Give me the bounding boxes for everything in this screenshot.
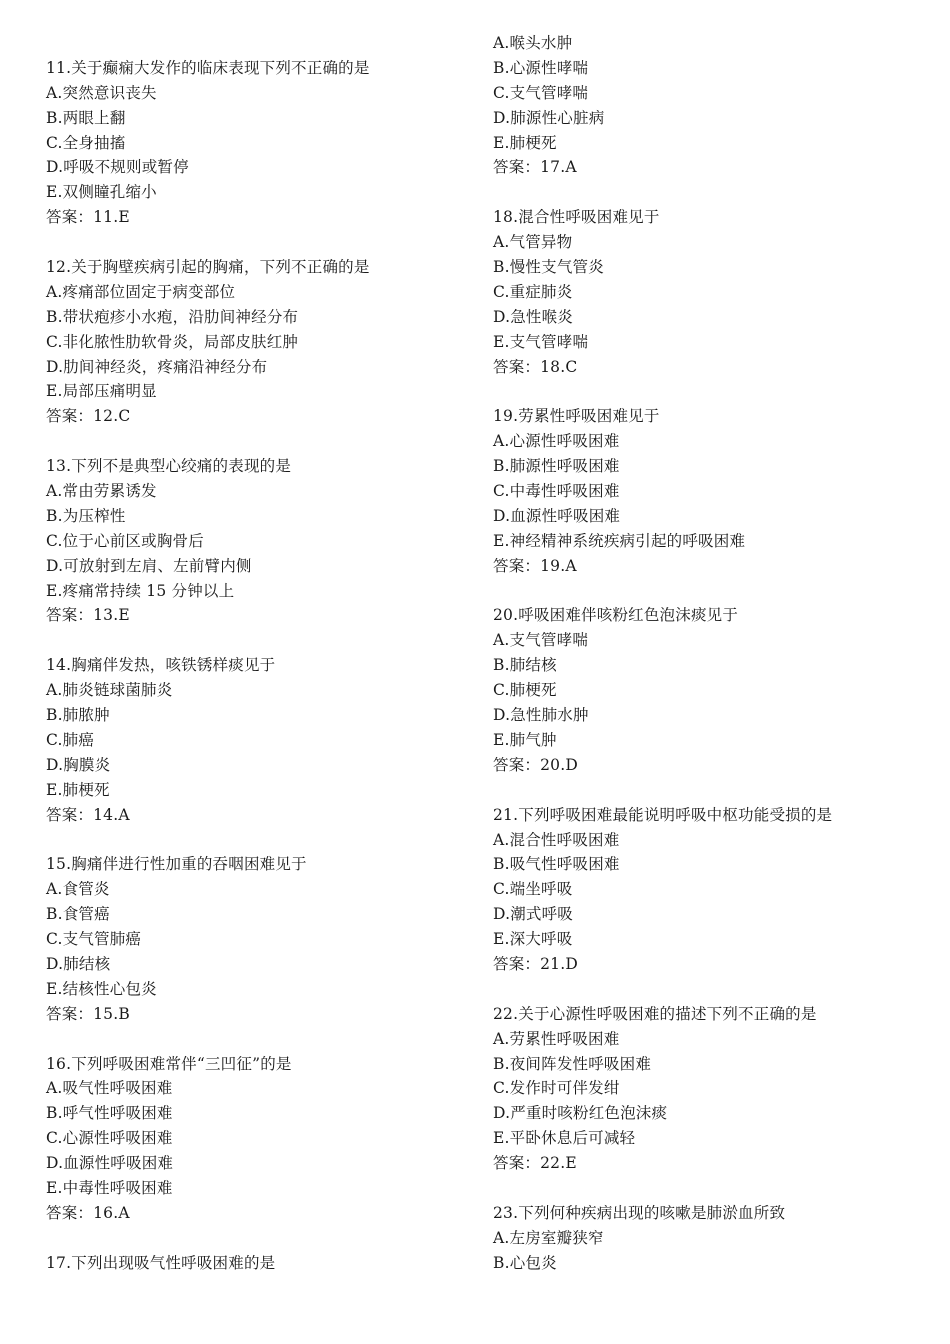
option-text: B.带状疱疹小水疱，沿肋间神经分布	[46, 307, 299, 326]
option-text: A.喉头水肿	[493, 34, 573, 52]
answer-text: 答案：19.A	[493, 556, 577, 575]
answer-text: 答案：16.A	[46, 1203, 130, 1222]
option-text: C.位于心前区或胸骨后	[46, 531, 204, 550]
option-text: D.潮式呼吸	[493, 905, 574, 924]
option-text: D.可放射到左肩、左前臂内侧	[46, 556, 252, 575]
option-text: E.双侧瞳孔缩小	[46, 183, 157, 202]
option-text: E.支气管哮喘	[493, 332, 589, 351]
option-text: E.肺梗死	[46, 780, 110, 799]
left-column	[46, 31, 466, 1276]
spacer	[493, 579, 913, 604]
right-column	[493, 31, 913, 1276]
question-text: 15.胸痛伴进行性加重的吞咽困难见于	[46, 855, 307, 874]
option-text: D.急性喉炎	[493, 307, 574, 326]
option-text: A.混合性呼吸困难	[493, 830, 620, 849]
spacer	[46, 1027, 466, 1052]
option-text: B.食管癌	[46, 905, 110, 924]
option-text: A.突然意识丧失	[46, 83, 157, 102]
option-text: E.肺气肿	[493, 730, 557, 749]
option-text: C.全身抽搐	[46, 133, 126, 152]
spacer	[46, 230, 466, 255]
option-text: D.肋间神经炎，疼痛沿神经分布	[46, 357, 268, 376]
option-text: B.吸气性呼吸困难	[493, 855, 620, 874]
question-text: 22.关于心源性呼吸困难的描述下列不正确的是	[493, 1004, 817, 1023]
option-text: D.严重时咳粉红色泡沫痰	[493, 1104, 668, 1123]
question-text: 19.劳累性呼吸困难见于	[493, 407, 660, 426]
option-text: E.深大呼吸	[493, 930, 573, 949]
option-text: D.急性肺水肿	[493, 706, 589, 725]
option-text: C.中毒性呼吸困难	[493, 482, 620, 501]
option-text: D.血源性呼吸困难	[493, 506, 621, 525]
option-text: B.两眼上翻	[46, 108, 126, 127]
option-text: C.肺梗死	[493, 681, 557, 700]
question-text: 17.下列出现吸气性呼吸困难的是	[46, 1253, 276, 1272]
spacer	[46, 429, 466, 454]
option-text: E.神经精神系统疾病引起的呼吸困难	[493, 531, 746, 550]
option-text: C.非化脓性肋软骨炎，局部皮肤红肿	[46, 332, 299, 351]
answer-text: 答案：11.E	[46, 208, 130, 227]
question-text: 21.下列呼吸困难最能说明呼吸中枢功能受损的是	[493, 805, 833, 824]
option-text: E.疼痛常持续 15 分钟以上	[46, 581, 235, 600]
question-text: 11.关于癫痫大发作的临床表现下列不正确的是	[46, 58, 370, 77]
option-text: A.支气管哮喘	[493, 631, 589, 650]
answer-text: 答案：13.E	[46, 606, 130, 625]
answer-text: 答案：20.D	[493, 755, 578, 774]
option-text: B.肺脓肿	[46, 706, 110, 725]
spacer	[493, 1176, 913, 1201]
option-text: C.支气管哮喘	[493, 83, 589, 102]
option-text: C.发作时可伴发绀	[493, 1079, 620, 1098]
answer-text: 答案：18.C	[493, 357, 578, 376]
option-text: C.支气管肺癌	[46, 930, 142, 949]
answer-text: 答案：12.C	[46, 407, 131, 426]
option-text: D.呼吸不规则或暂停	[46, 158, 189, 177]
answer-text: 答案：14.A	[46, 805, 130, 824]
answer-text: 答案：22.E	[493, 1154, 577, 1173]
option-text: B.肺结核	[493, 656, 557, 675]
option-text: B.夜间阵发性呼吸困难	[493, 1054, 652, 1073]
question-text: 14.胸痛伴发热，咳铁锈样痰见于	[46, 656, 276, 675]
option-text: E.中毒性呼吸困难	[46, 1178, 173, 1197]
question-text: 12.关于胸壁疾病引起的胸痛，下列不正确的是	[46, 258, 370, 277]
option-text: C.心源性呼吸困难	[46, 1129, 173, 1148]
option-text: B.心包炎	[493, 1253, 557, 1272]
spacer	[493, 180, 913, 205]
spacer	[493, 778, 913, 803]
option-text: C.肺癌	[46, 730, 95, 749]
option-text: D.肺结核	[46, 954, 111, 973]
option-text: A.心源性呼吸困难	[493, 432, 620, 451]
option-text: B.慢性支气管炎	[493, 258, 604, 277]
question-text: 16.下列呼吸困难常伴“三凹征”的是	[46, 1054, 292, 1073]
answer-text: 答案：15.B	[46, 1004, 130, 1023]
option-text: B.呼气性呼吸困难	[46, 1104, 173, 1123]
option-text: E.结核性心包炎	[46, 979, 157, 998]
question-text: 20.呼吸困难伴咳粉红色泡沫痰见于	[493, 606, 739, 625]
option-text: A.气管异物	[493, 233, 573, 252]
option-text: A.疼痛部位固定于病变部位	[46, 282, 236, 301]
answer-text: 答案：21.D	[493, 954, 578, 973]
option-text: B.为压榨性	[46, 506, 126, 525]
answer-text: 答案：17.A	[493, 158, 577, 177]
option-text: E.局部压痛明显	[46, 382, 157, 401]
question-text: 23.下列何种疾病出现的咳嗽是肺淤血所致	[493, 1203, 786, 1222]
option-text: E.肺梗死	[493, 133, 557, 152]
option-text: E.平卧休息后可减轻	[493, 1129, 636, 1148]
spacer	[46, 628, 466, 653]
spacer	[493, 379, 913, 404]
option-text: A.劳累性呼吸困难	[493, 1029, 620, 1048]
option-text: B.肺源性呼吸困难	[493, 457, 620, 476]
option-text: D.肺源性心脏病	[493, 108, 605, 127]
option-text: A.食管炎	[46, 880, 110, 899]
spacer	[493, 977, 913, 1002]
option-text: B.心源性哮喘	[493, 58, 589, 77]
option-text: C.端坐呼吸	[493, 880, 573, 899]
question-text: 18.混合性呼吸困难见于	[493, 208, 660, 227]
spacer	[46, 1226, 466, 1251]
option-text: D.血源性呼吸困难	[46, 1154, 174, 1173]
option-text: A.左房室瓣狭窄	[493, 1228, 604, 1247]
option-text: A.吸气性呼吸困难	[46, 1079, 173, 1098]
spacer	[46, 31, 466, 56]
option-text: C.重症肺炎	[493, 282, 573, 301]
option-text: D.胸膜炎	[46, 755, 111, 774]
option-text: A.常由劳累诱发	[46, 482, 157, 501]
spacer	[46, 828, 466, 853]
question-text: 13.下列不是典型心绞痛的表现的是	[46, 457, 292, 476]
option-text: A.肺炎链球菌肺炎	[46, 681, 173, 700]
